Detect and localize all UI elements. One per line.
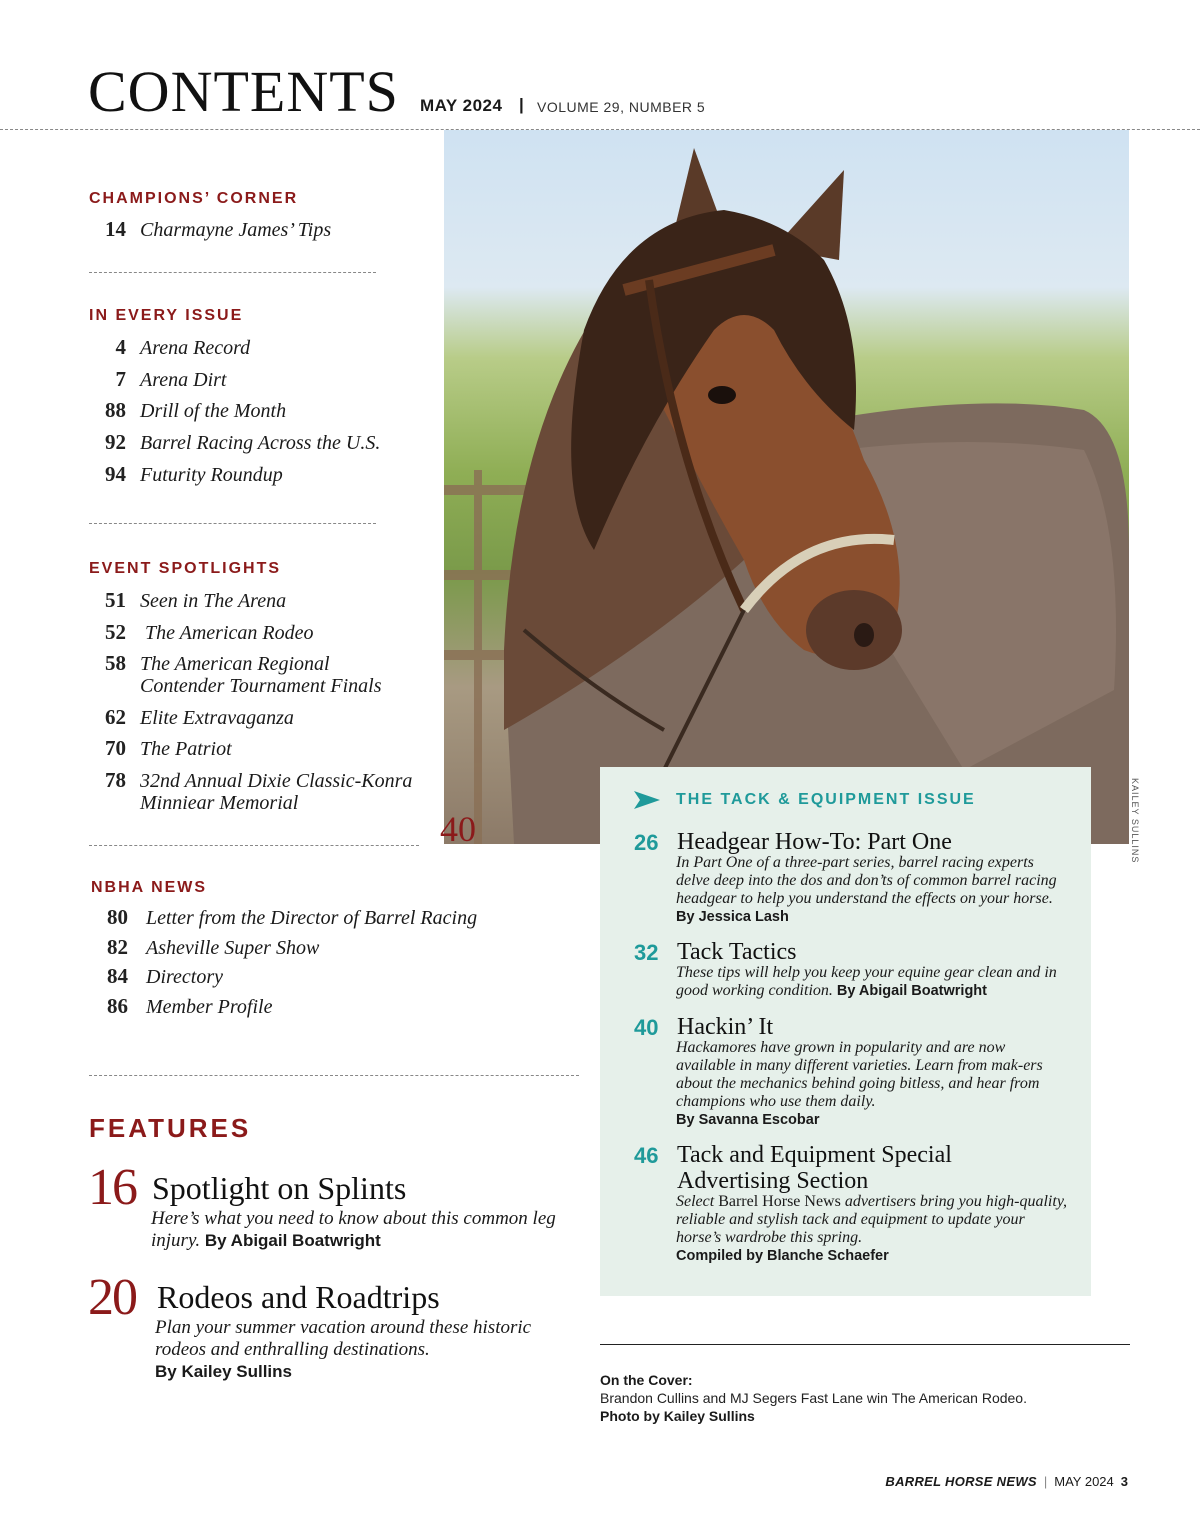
entry-title-line-1: The American Regional xyxy=(140,653,330,675)
page-number: 51 xyxy=(105,588,126,612)
toc-entry[interactable] xyxy=(88,398,286,423)
feature-page-number[interactable]: 16 xyxy=(88,1159,136,1216)
feature-description: These tips will help you keep your equine gear clean and in good working condition. By Abigail Boatwright xyxy=(676,964,1057,999)
byline: By Abigail Boatwright xyxy=(204,1231,381,1250)
byline: By Savanna Escobar xyxy=(676,1112,820,1128)
toc-entry[interactable] xyxy=(88,964,223,989)
entry-title: Elite Extravaganza xyxy=(140,707,294,729)
toc-entry[interactable] xyxy=(88,217,331,242)
feature-description: Here’s what you need to know about this common leg injury. By Abigail Boatwright xyxy=(151,1208,556,1251)
footer-separator: | xyxy=(1043,1474,1048,1489)
toc-entry[interactable] xyxy=(88,905,477,930)
page-number: 82 xyxy=(107,935,128,959)
toc-entry[interactable] xyxy=(88,588,286,613)
page-number: 78 xyxy=(105,768,126,792)
feature-title[interactable] xyxy=(677,1142,952,1194)
cover-note-text: Brandon Cullins and MJ Segers Fast Lane win The American Rodeo. xyxy=(600,1390,1027,1406)
features-heading: FEATURES xyxy=(89,1113,252,1143)
byline: By Abigail Boatwright xyxy=(836,983,987,999)
toc-entry[interactable] xyxy=(88,935,319,960)
entry-title: Letter from the Director of Barrel Racing xyxy=(146,907,478,929)
section-divider xyxy=(89,523,376,524)
entry-title: Seen in The Arena xyxy=(140,590,287,612)
page-number: 70 xyxy=(105,736,126,760)
header-separator: | xyxy=(519,95,524,114)
entry-title: The American Rodeo xyxy=(140,622,314,644)
footer-page-number: 3 xyxy=(1120,1474,1128,1489)
issue-date: MAY 2024 xyxy=(420,96,503,115)
toc-entry[interactable] xyxy=(88,430,380,455)
cover-note-divider xyxy=(600,1344,1130,1345)
toc-entry[interactable] xyxy=(88,620,314,645)
feature-title[interactable]: Tack Tactics xyxy=(677,939,797,965)
feature-description: Hackamores have grown in popularity and are now available in many different varieties. Learn from mak-ers about the mechanics behind going bitless, and hear from champions who use them daily. By Savanna Escobar xyxy=(676,1039,1043,1128)
page-number: 92 xyxy=(105,430,126,454)
feature-description: Plan your summer vacation around these historic rodeos and enthralling destinations. By Kailey Sullins xyxy=(155,1317,532,1381)
page-number: 7 xyxy=(115,367,126,391)
toc-entry[interactable] xyxy=(88,994,272,1019)
page-number: 88 xyxy=(105,398,126,422)
section-heading-event-spotlights: EVENT SPOTLIGHTS xyxy=(89,560,282,577)
toc-entry[interactable] xyxy=(88,335,250,360)
feature-page-number[interactable]: 20 xyxy=(88,1269,136,1326)
entry-title: Barrel Racing Across the U.S. xyxy=(140,432,381,454)
photo-credit: KAILEY SULLINS xyxy=(1130,778,1140,864)
cover-note-label: On the Cover: xyxy=(600,1372,693,1388)
feature-description: In Part One of a three-part series, barrel racing experts delve deep into the dos and don’ts of common barrel racing headgear to help you understand the effects on your horse. By Jessica Lash xyxy=(676,854,1057,925)
page-number: 84 xyxy=(107,964,128,988)
section-heading-in-every-issue: IN EVERY ISSUE xyxy=(89,307,244,324)
page-title: CONTENTS xyxy=(88,59,399,124)
toc-entry[interactable] xyxy=(88,367,226,392)
toc-entry[interactable] xyxy=(88,736,232,761)
special-issue-heading: THE TACK & EQUIPMENT ISSUE xyxy=(676,791,976,808)
entry-title-line-1: 32nd Annual Dixie Classic-Konra xyxy=(140,770,413,792)
page-number: 94 xyxy=(105,462,126,486)
section-divider xyxy=(89,845,419,846)
feature-page-number[interactable]: 26 xyxy=(634,830,659,855)
entry-title xyxy=(140,770,412,814)
cover-photo[interactable] xyxy=(444,130,1129,844)
page-number: 86 xyxy=(107,994,128,1018)
magazine-name: Barrel Horse News xyxy=(718,1193,841,1210)
feature-page-number[interactable]: 32 xyxy=(634,940,659,965)
page-number: 62 xyxy=(105,705,126,729)
entry-title: Member Profile xyxy=(146,996,273,1018)
entry-title: Asheville Super Show xyxy=(146,937,320,959)
toc-entry[interactable] xyxy=(88,705,294,730)
entry-title xyxy=(140,653,382,697)
page-number: 4 xyxy=(115,335,126,359)
entry-title: Futurity Roundup xyxy=(140,464,283,486)
feature-title-line-2: Advertising Section xyxy=(677,1168,869,1194)
page-footer xyxy=(885,1474,1128,1489)
photo-page-number[interactable]: 40 xyxy=(440,809,476,849)
entry-title: Drill of the Month xyxy=(140,400,287,422)
feature-page-number[interactable]: 46 xyxy=(634,1143,659,1168)
toc-entry[interactable] xyxy=(88,462,283,487)
page-number: 80 xyxy=(107,905,128,929)
feature-title[interactable]: Hackin’ It xyxy=(677,1014,774,1040)
entry-title-line-2: Contender Tournament Finals xyxy=(140,675,382,697)
footer-magazine: BARREL HORSE NEWS xyxy=(885,1474,1037,1489)
byline: By Jessica Lash xyxy=(676,909,789,925)
section-heading-champions-corner: CHAMPIONS’ CORNER xyxy=(89,190,299,207)
feature-title[interactable]: Spotlight on Splints xyxy=(152,1170,407,1206)
entry-title: Charmayne James’ Tips xyxy=(140,219,332,241)
arrow-right-icon xyxy=(634,791,660,809)
byline: Compiled by Blanche Schaefer xyxy=(676,1248,889,1264)
entry-title: Directory xyxy=(146,966,224,988)
entry-title: Arena Record xyxy=(140,337,251,359)
feature-description: Select Barrel Horse News advertisers bring you high-quality, reliable and stylish tack and equipment to update your horse’s wardrobe this spring. Compiled by Blanche Schaefer xyxy=(676,1193,1068,1264)
entry-title: The Patriot xyxy=(140,738,232,760)
section-divider xyxy=(89,272,376,273)
feature-title[interactable]: Rodeos and Roadtrips xyxy=(157,1279,440,1315)
toc-entry[interactable] xyxy=(88,651,382,697)
feature-page-number[interactable]: 40 xyxy=(634,1015,659,1040)
feature-title-line-1: Tack and Equipment Special xyxy=(677,1142,952,1168)
footer-date: MAY 2024 xyxy=(1054,1474,1114,1489)
toc-entry[interactable] xyxy=(88,768,412,814)
issue-volume: VOLUME 29, NUMBER 5 xyxy=(537,99,706,115)
section-divider xyxy=(89,1075,579,1076)
byline: By Kailey Sullins xyxy=(155,1362,292,1381)
page-number: 52 xyxy=(105,620,126,644)
page-number: 14 xyxy=(105,217,126,241)
section-heading-nbha-news: NBHA NEWS xyxy=(91,879,208,896)
horse-photo-icon xyxy=(444,130,1129,844)
cover-note-credit: Photo by Kailey Sullins xyxy=(600,1408,755,1424)
feature-title[interactable]: Headgear How-To: Part One xyxy=(677,829,952,855)
entry-title-line-2: Minniear Memorial xyxy=(140,792,299,814)
page-number: 58 xyxy=(105,651,126,675)
entry-title: Arena Dirt xyxy=(140,369,227,391)
